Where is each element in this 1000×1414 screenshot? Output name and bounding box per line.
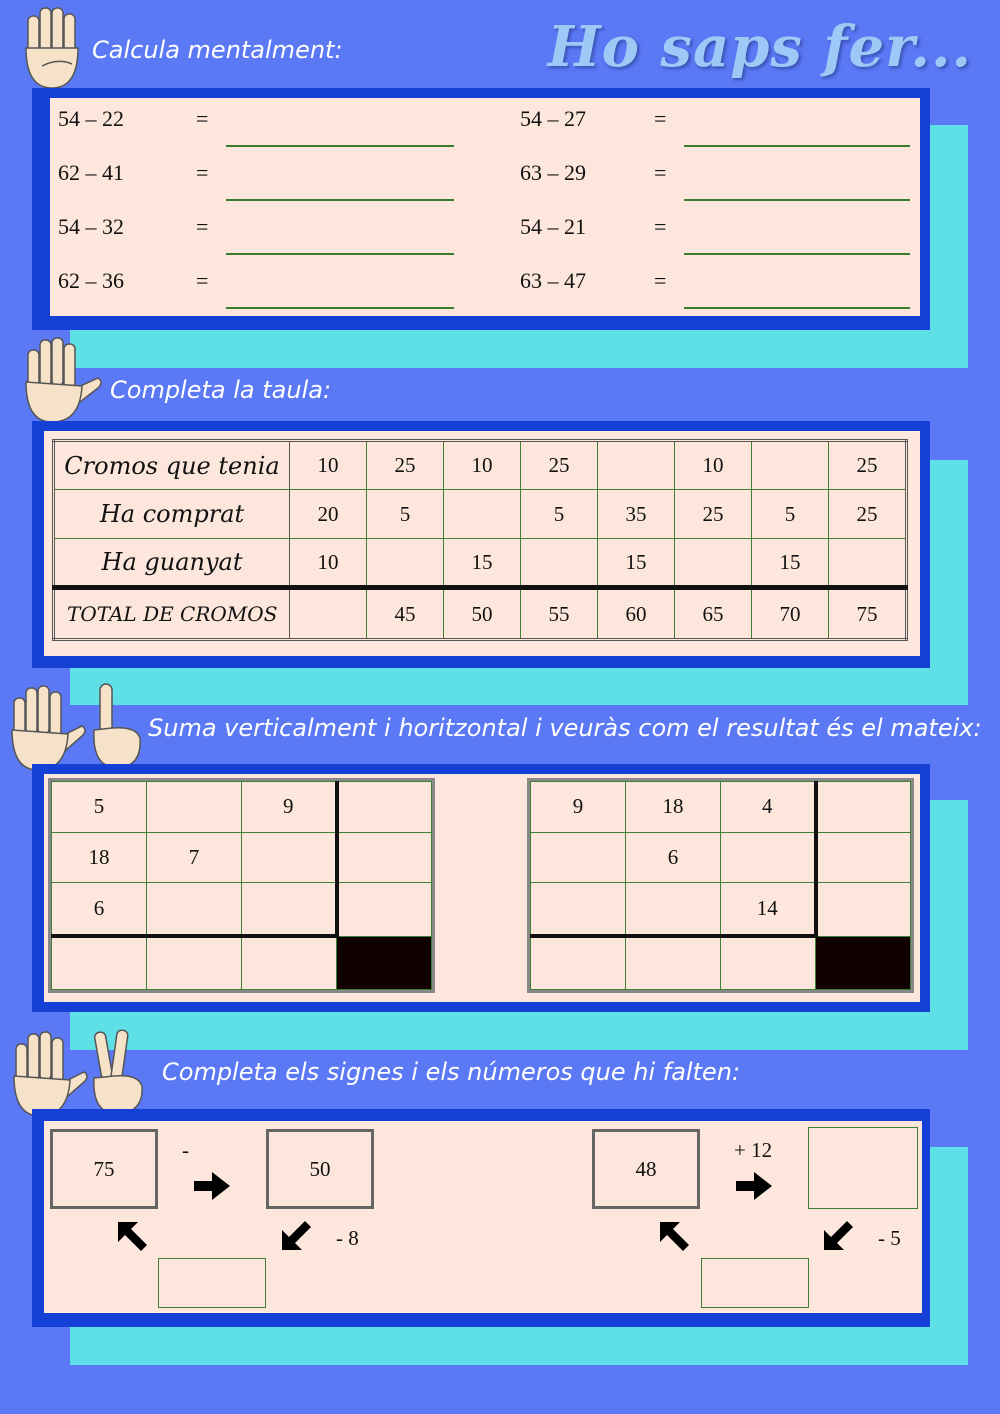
table-cell: 10 (675, 441, 752, 490)
arrow-right-icon (734, 1170, 774, 1202)
section-title-suma: Suma verticalment i horitzontal i veuràs com el resultat és el mateix: (148, 714, 982, 742)
cell-input[interactable] (52, 938, 146, 989)
table-cell: 75 (829, 588, 907, 640)
grid-sum-cell[interactable] (816, 832, 911, 883)
cell-input[interactable] (675, 539, 751, 585)
hand-seven-fingers-icon (8, 1028, 148, 1120)
cell-input[interactable] (242, 833, 335, 883)
page-title: Ho saps fer... (547, 14, 972, 80)
grid-cell: 18 (52, 832, 147, 883)
table-cell-empty[interactable] (752, 441, 829, 490)
grid-cell-empty[interactable] (721, 832, 816, 883)
grid-sum-cell[interactable] (337, 883, 432, 936)
sum-grid-left (48, 778, 435, 993)
table-row (54, 539, 907, 588)
grid-cell-empty[interactable] (531, 832, 626, 883)
cell-input[interactable] (721, 833, 814, 883)
grid-cell: 9 (242, 782, 337, 833)
cell-input[interactable] (818, 833, 911, 883)
arrow-up-left-icon (114, 1218, 150, 1254)
cell-input[interactable] (290, 590, 366, 638)
table-cell: 5 (521, 490, 598, 539)
cell-input[interactable] (531, 833, 625, 883)
arrow-down-left-icon (820, 1218, 856, 1254)
grid-sum-cell[interactable] (816, 883, 911, 936)
cell-input[interactable] (721, 938, 815, 989)
calc-expression: 62 – 41 (58, 160, 124, 185)
table-cell: 25 (829, 441, 907, 490)
cromos-table (52, 439, 908, 641)
grid-row (52, 832, 432, 883)
table-cell: 45 (367, 588, 444, 640)
calc-panel (50, 98, 920, 316)
grid-sum-cell[interactable] (147, 936, 242, 989)
cell-input[interactable] (444, 490, 520, 538)
cell-input[interactable] (147, 883, 241, 934)
table-cell: 25 (829, 490, 907, 539)
section2-frame (32, 421, 930, 668)
number-box-start: 75 (50, 1129, 158, 1209)
table-cell: 15 (752, 539, 829, 588)
grid-cell: 18 (626, 782, 721, 833)
grid-cell: 9 (531, 782, 626, 833)
grid-sum-cell[interactable] (626, 936, 721, 989)
table-cell: 20 (290, 490, 367, 539)
operator-top: - (182, 1138, 189, 1162)
equals-sign: = (196, 268, 209, 293)
cell-input[interactable] (147, 938, 241, 989)
table-cell-empty[interactable] (521, 539, 598, 588)
number-box-middle: 50 (266, 1129, 374, 1209)
calc-expression: 54 – 22 (58, 106, 124, 131)
cell-input[interactable] (626, 883, 720, 934)
grid-cell-empty[interactable] (242, 832, 337, 883)
section-title-completa-taula: Completa la taula: (110, 376, 332, 404)
calc-expression: 62 – 36 (58, 268, 124, 293)
grid-sum-cell[interactable] (337, 782, 432, 833)
table-row (54, 441, 907, 490)
answer-box-right[interactable] (701, 1258, 809, 1308)
cell-input[interactable] (339, 883, 432, 935)
hand-four-fingers-icon (18, 4, 88, 92)
section1-frame (32, 88, 930, 330)
table-cell: 15 (444, 539, 521, 588)
calc-answer-left-1[interactable] (226, 120, 454, 147)
grid-cell: 6 (626, 832, 721, 883)
table-row (54, 490, 907, 539)
equals-sign: = (654, 268, 667, 293)
section-title-signes: Completa els signes i els números que hi falten: (162, 1058, 741, 1086)
calc-answer-left-4[interactable] (226, 282, 454, 309)
operator-top: + 12 (734, 1138, 773, 1162)
grid-row (52, 883, 432, 936)
calc-answer-right-2[interactable] (684, 174, 910, 201)
equals-sign: = (196, 160, 209, 185)
table-cell: 55 (521, 588, 598, 640)
grid-cell-empty[interactable] (147, 883, 242, 936)
row-label: Ha guanyat (54, 539, 290, 588)
arrow-down-left-icon (278, 1218, 314, 1254)
grid-sum-cell[interactable] (816, 782, 911, 833)
table-cell-empty[interactable] (598, 441, 675, 490)
grid-sum-cell[interactable] (337, 832, 432, 883)
grid-cell: 4 (721, 782, 816, 833)
grid-cell-empty[interactable] (147, 782, 242, 833)
cell-input[interactable] (147, 782, 241, 832)
table-cell: 10 (290, 539, 367, 588)
cell-input[interactable] (598, 442, 674, 489)
calc-answer-right-4[interactable] (684, 282, 910, 309)
cell-input[interactable] (818, 883, 911, 935)
equals-sign: = (196, 106, 209, 131)
grid-row (531, 883, 911, 936)
cell-input[interactable] (242, 938, 336, 989)
grid-sum-cell[interactable] (721, 936, 816, 989)
total-row (54, 588, 907, 640)
grid-row (531, 832, 911, 883)
table-cell: 5 (367, 490, 444, 539)
table-cell-empty[interactable] (444, 490, 521, 539)
cell-input[interactable] (521, 539, 597, 585)
grid-sum-cell[interactable] (242, 936, 337, 989)
answer-box-right-top[interactable] (808, 1127, 918, 1209)
table-cell-empty[interactable] (367, 539, 444, 588)
cell-input[interactable] (531, 938, 625, 989)
grid-cell-empty[interactable] (531, 883, 626, 936)
table-cell: 5 (752, 490, 829, 539)
calc-expression: 63 – 47 (520, 268, 586, 293)
answer-box-left[interactable] (158, 1258, 266, 1308)
row-label: Cromos que tenia (54, 441, 290, 490)
cell-input[interactable] (829, 539, 905, 585)
grid-cell-empty[interactable] (626, 883, 721, 936)
grid-cell: 5 (52, 782, 147, 833)
hand-five-fingers-icon (20, 336, 104, 426)
table-cell: 65 (675, 588, 752, 640)
grid-black-cell (816, 936, 911, 989)
cell-input[interactable] (818, 782, 911, 832)
table-cell: 25 (521, 441, 598, 490)
calc-expression: 54 – 21 (520, 214, 586, 239)
cell-input[interactable] (626, 938, 720, 989)
grid-row (531, 936, 911, 989)
total-label: TOTAL DE CROMOS (54, 588, 290, 640)
cell-input[interactable] (339, 833, 432, 883)
table-cell-empty[interactable] (829, 539, 907, 588)
table-cell: 10 (290, 441, 367, 490)
cell-input[interactable] (339, 782, 432, 832)
equals-sign: = (654, 160, 667, 185)
calc-expression: 63 – 29 (520, 160, 586, 185)
table-cell: 25 (367, 441, 444, 490)
grid-sum-cell[interactable] (52, 936, 147, 989)
row-label: Ha comprat (54, 490, 290, 539)
arrow-up-left-icon (656, 1218, 692, 1254)
table-cell-empty[interactable] (290, 588, 367, 640)
calc-answer-left-2[interactable] (226, 174, 454, 201)
grid-cell: 7 (147, 832, 242, 883)
number-box-start: 48 (592, 1129, 700, 1209)
calc-answer-right-1[interactable] (684, 120, 910, 147)
calc-expression: 54 – 32 (58, 214, 124, 239)
table-cell: 25 (675, 490, 752, 539)
operator-bottom: - 8 (336, 1226, 359, 1250)
grid-cell-empty[interactable] (242, 883, 337, 936)
table-cell: 50 (444, 588, 521, 640)
table-cell: 10 (444, 441, 521, 490)
table-panel (44, 431, 920, 656)
grid-row (52, 936, 432, 989)
sum-grid-right (527, 778, 914, 993)
cell-input[interactable] (531, 883, 625, 934)
table-cell: 15 (598, 539, 675, 588)
hand-six-fingers-icon (6, 682, 146, 774)
equals-sign: = (196, 214, 209, 239)
grid-row (531, 782, 911, 833)
calc-answer-left-3[interactable] (226, 228, 454, 255)
cell-input[interactable] (367, 539, 443, 585)
grid-row (52, 782, 432, 833)
table-cell: 35 (598, 490, 675, 539)
table-cell: 60 (598, 588, 675, 640)
grid-sum-cell[interactable] (531, 936, 626, 989)
calc-answer-right-3[interactable] (684, 228, 910, 255)
grid-black-cell (337, 936, 432, 989)
table-cell-empty[interactable] (675, 539, 752, 588)
equals-sign: = (654, 106, 667, 131)
operator-bottom: - 5 (878, 1226, 901, 1250)
arrow-right-icon (192, 1170, 232, 1202)
grid-cell: 14 (721, 883, 816, 936)
grid-cell: 6 (52, 883, 147, 936)
table-cell: 70 (752, 588, 829, 640)
equals-sign: = (654, 214, 667, 239)
calc-expression: 54 – 27 (520, 106, 586, 131)
section-title-calcula: Calcula mentalment: (92, 36, 343, 64)
cell-input[interactable] (752, 442, 828, 489)
cell-input[interactable] (242, 883, 335, 934)
